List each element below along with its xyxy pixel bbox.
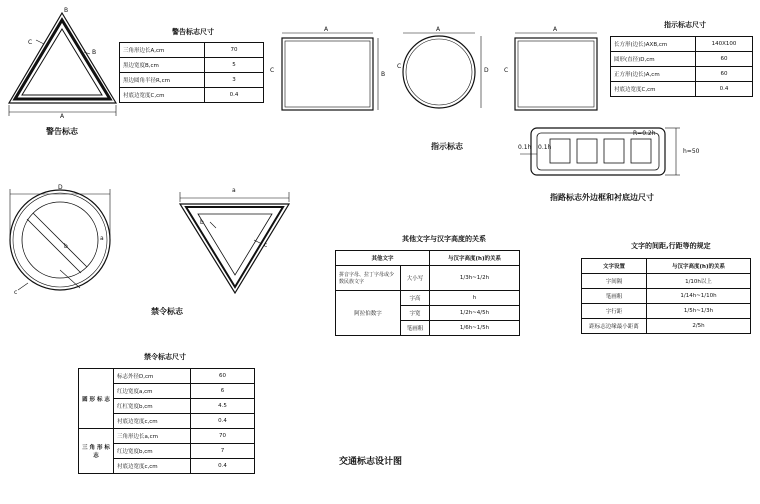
table-cell-label: 衬底边宽度c,cm — [114, 459, 191, 474]
table-cell-label: 笔画粗 — [582, 289, 647, 304]
table-cell-value: 7 — [191, 444, 255, 459]
table-cell-label: 三角形边长a,cm — [114, 429, 191, 444]
table-row — [611, 67, 753, 82]
indication-circle — [403, 33, 481, 108]
indication-rect-dim-b: B — [381, 71, 386, 78]
indication-square-dim-a: A — [553, 26, 558, 33]
spacing-table — [581, 258, 751, 334]
table-cell-label: 黑边宽度B,cm — [120, 58, 205, 73]
indication-spec-table — [610, 36, 753, 97]
group-label-triangle: 三 角 形 标 志 — [79, 429, 114, 474]
prohibition-circle-dim-d: D — [58, 184, 63, 191]
table-cell-value: 4.5 — [191, 399, 255, 414]
table-row — [120, 88, 264, 103]
table-cell-value: 2/5h — [647, 319, 751, 334]
table-cell-sub: 大小写 — [401, 266, 430, 291]
table-row — [120, 73, 264, 88]
table-cell-label: 圆形(直径)D,cm — [611, 52, 696, 67]
warning-dim-b: B — [92, 49, 97, 56]
table-row — [611, 52, 753, 67]
indication-table-title: 指示标志尺寸 — [664, 21, 706, 29]
table-cell-value: 0.4 — [205, 88, 264, 103]
table-row — [611, 82, 753, 97]
warning-dim-a: A — [60, 113, 65, 120]
table-row — [582, 274, 751, 289]
prohibition-table-title: 禁令标志尺寸 — [144, 353, 186, 361]
table-cell-value: 1/3h~1/2h — [430, 266, 520, 291]
prohibition-tri-dim-a: a — [232, 187, 236, 194]
table-cell-value: 70 — [205, 43, 264, 58]
prohibition-tri-dim-c: c — [264, 242, 268, 249]
indication-square — [515, 33, 597, 110]
table-row — [79, 369, 255, 384]
text-height-title: 其他文字与汉字高度的关系 — [402, 235, 486, 243]
indication-circle-dim-c: C — [397, 63, 402, 70]
guide-sign-frame — [520, 128, 680, 175]
indication-square-dim-c: C — [504, 67, 509, 74]
prohibition-circle-dim-c: c — [14, 289, 18, 296]
table-row — [120, 43, 264, 58]
warning-caption: 警告标志 — [46, 127, 78, 136]
table-header-cell: 文字设置 — [582, 259, 647, 274]
table-cell-label: 距标志边缘最小距离 — [582, 319, 647, 334]
table-cell-label: 黑边圆角半径R,cm — [120, 73, 205, 88]
table-cell-value: 0.4 — [191, 459, 255, 474]
table-header-cell: 其他文字 — [336, 251, 430, 266]
prohibition-spec-table — [78, 368, 255, 474]
table-cell-value: 1/2h~4/5h — [430, 306, 520, 321]
table-row — [336, 266, 520, 291]
table-cell-label: 正方形(边长)A,cm — [611, 67, 696, 82]
prohibition-triangle — [180, 192, 289, 293]
table-cell-value: 0.4 — [191, 414, 255, 429]
table-cell-group: 拼音字母、拉丁字母或少数民族文字 — [336, 266, 401, 291]
table-row — [120, 58, 264, 73]
spacing-title: 文字的间距,行距等的规定 — [631, 242, 711, 250]
table-cell-sub: 笔画粗 — [401, 321, 430, 336]
table-cell-label: 长方形(边长)AXB,cm — [611, 37, 696, 52]
indication-circle-dim-a: A — [436, 26, 441, 33]
table-header-row — [336, 251, 520, 266]
indication-circle-dim-d: D — [484, 67, 489, 74]
guide-outer-offset: 0.1h — [518, 144, 532, 151]
prohibition-tri-dim-b: b — [200, 219, 204, 226]
indication-rectangle-long — [282, 33, 378, 110]
table-header-cell: 与汉字高度(h)的关系 — [430, 251, 520, 266]
table-cell-label: 衬底边宽度C,cm — [120, 88, 205, 103]
drawing-title: 交通标志设计图 — [339, 457, 403, 467]
table-cell-group: 阿拉伯数字 — [336, 291, 401, 336]
guide-caption: 指路标志外边框和衬底边尺寸 — [550, 193, 654, 202]
table-row — [611, 37, 753, 52]
prohibition-circle-dim-a: a — [100, 235, 104, 242]
warning-triangle — [9, 13, 116, 116]
text-height-table — [335, 250, 520, 336]
indication-rect-dim-a: A — [324, 26, 329, 33]
table-cell-value: 1/5h~1/3h — [647, 304, 751, 319]
table-cell-value: 1/10h以上 — [647, 274, 751, 289]
group-label-circle: 圆 形 标 志 — [79, 369, 114, 429]
table-cell-value: 5 — [205, 58, 264, 73]
table-cell-value: 140X100 — [696, 37, 753, 52]
table-cell-value: 1/6h~1/5h — [430, 321, 520, 336]
table-header-cell: 与汉字高度(h)的关系 — [647, 259, 751, 274]
table-cell-sub: 字宽 — [401, 306, 430, 321]
table-cell-value: 1/14h~1/10h — [647, 289, 751, 304]
table-cell-label: 三角形边长A,cm — [120, 43, 205, 58]
table-cell-label: 字行距 — [582, 304, 647, 319]
table-cell-value: 0.4 — [696, 82, 753, 97]
table-cell-value: 60 — [191, 369, 255, 384]
table-cell-label: 标志外径D,cm — [114, 369, 191, 384]
table-cell-sub: 字高 — [401, 291, 430, 306]
table-row — [336, 291, 520, 306]
guide-radius-label: R=0.2h — [633, 130, 656, 137]
prohibition-caption: 禁令标志 — [151, 307, 183, 316]
warning-table-title: 警告标志尺寸 — [172, 28, 214, 36]
table-cell-value: 6 — [191, 384, 255, 399]
table-cell-label: 字间隔 — [582, 274, 647, 289]
prohibition-circle-dim-b: b — [64, 243, 68, 250]
table-row — [582, 319, 751, 334]
table-row — [79, 429, 255, 444]
table-row — [582, 289, 751, 304]
table-header-row — [582, 259, 751, 274]
table-cell-value: 60 — [696, 67, 753, 82]
guide-height-label: h=50 — [683, 148, 700, 155]
prohibition-circle — [10, 189, 110, 290]
table-cell-label: 红边宽度b,cm — [114, 444, 191, 459]
indication-rect-dim-c: C — [270, 67, 275, 74]
table-cell-value: h — [430, 291, 520, 306]
warning-spec-table — [119, 42, 264, 103]
guide-inner-offset: 0.1h — [538, 144, 552, 151]
table-row — [582, 304, 751, 319]
table-cell-label: 衬底边宽度C,cm — [611, 82, 696, 97]
warning-dim-c: C — [28, 39, 33, 46]
table-cell-value: 70 — [191, 429, 255, 444]
table-cell-label: 红杠宽度b,cm — [114, 399, 191, 414]
indication-caption: 指示标志 — [431, 142, 463, 151]
table-cell-label: 红边宽度a,cm — [114, 384, 191, 399]
table-cell-value: 3 — [205, 73, 264, 88]
table-cell-label: 衬底边宽度c,cm — [114, 414, 191, 429]
warning-dim-b-top: B — [64, 7, 69, 14]
table-cell-value: 60 — [696, 52, 753, 67]
